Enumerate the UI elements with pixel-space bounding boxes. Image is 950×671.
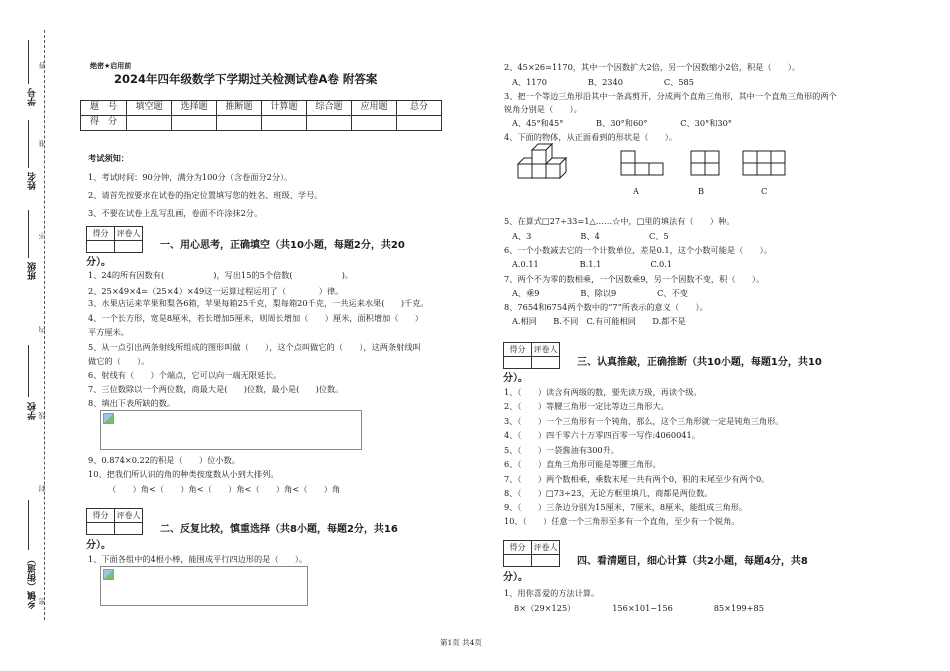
- cut-mark: 准: [38, 140, 46, 147]
- cut-mark: 答: [38, 62, 46, 69]
- score-input-cell[interactable]: [217, 116, 262, 131]
- grader-box: [86, 508, 143, 535]
- view-b-figure: [690, 150, 722, 176]
- question-line: 8、7654和6754两个数中的“7”所表示的意义（ ）。: [504, 302, 708, 312]
- school-blank[interactable]: [28, 345, 29, 397]
- class-label: 班级: [28, 262, 38, 280]
- section-heading-tail: 分）。: [503, 572, 528, 583]
- cubes-figure: [512, 142, 582, 186]
- notice-item: 2、请首先按要求在试卷的指定位置填写您的姓名、班级、学号。: [88, 190, 323, 200]
- score-header-cell: 应用题: [352, 101, 397, 116]
- score-header-cell: 选择题: [172, 101, 217, 116]
- question-line: 7、三位数除以一个两位数，商最大是( )位数，最小是( )位数。: [88, 384, 344, 394]
- score-header-cell: 填空题: [127, 101, 172, 116]
- options-line: A、1170 B、2340 C、585: [512, 77, 694, 87]
- score-input-cell[interactable]: [262, 116, 307, 131]
- grader-reviewer-cell[interactable]: [532, 555, 560, 567]
- section-heading-tail: 分）。: [503, 373, 528, 384]
- notice-title: 考试须知：: [88, 153, 129, 163]
- options-line: A、45°和45° B、30°和60° C、30°和30°: [512, 118, 732, 128]
- question-line: 2、25×49×4=（25×4）×49这一运算过程运用了（ ）律。: [88, 286, 344, 296]
- score-row-label: 得 分: [81, 116, 127, 131]
- grader-reviewer-cell[interactable]: [115, 523, 143, 535]
- broken-image-icon: [103, 569, 114, 580]
- view-a-figure: [620, 150, 666, 176]
- judgement-line: 6、（ ）直角三角形可能是等腰三角形。: [504, 459, 661, 469]
- view-option-label: B: [698, 186, 705, 196]
- student-id-blank[interactable]: [28, 40, 29, 84]
- township-blank[interactable]: [28, 500, 29, 550]
- grader-reviewer-label: 评卷人: [532, 343, 560, 357]
- question-line: 做它的（ ）。: [88, 356, 150, 366]
- sticks-image: [100, 566, 308, 606]
- score-header-cell: 题 号: [81, 101, 127, 116]
- question-line: 平方厘米。: [88, 327, 129, 337]
- section-heading: 四、看清题目，细心计算（共2小题，每题4分，共8: [577, 556, 808, 567]
- judgement-line: 3、（ ）一个三角形有一个钝角，那么，这个三角形就一定是钝角三角形。: [504, 416, 784, 426]
- view-option-label: A: [633, 186, 639, 196]
- score-header-cell: 总分: [397, 101, 442, 116]
- judgement-line: 2、（ ）等腰三角形一定比等边三角形大。: [504, 401, 669, 411]
- question-line: 1、下面各组中的4根小棒，能围成平行四边形的是（ ）。: [88, 554, 308, 564]
- cut-mark: 不: [38, 232, 46, 239]
- score-table-score-row: [81, 116, 442, 131]
- notice-item: 1、考试时间：90分钟，满分为100分（含卷面分2分）。: [88, 172, 293, 182]
- notice-item: 3、不要在试卷上乱写乱画，卷面不许涂抹2分。: [88, 208, 263, 218]
- calc-line: 8×（29×125） 156×101−156 85×199+85: [514, 603, 764, 613]
- grader-score-cell[interactable]: [504, 357, 532, 369]
- grader-box: [86, 226, 143, 253]
- options-line: A、乘9 B、除以9 C、不变: [512, 288, 688, 298]
- question-line: 5、在算式□27÷33=1△……☆中，□里的填法有（ ）种。: [504, 216, 735, 226]
- question-line: 8、填出下表所缺的数。: [88, 398, 176, 408]
- view-option-label: C: [761, 186, 768, 196]
- question-line: 5、从一点引出两条射线所组成的图形叫做（ ），这个点叫做它的（ ），这两条射线叫: [88, 342, 421, 352]
- grader-box: [503, 540, 560, 567]
- score-header-cell: 推断题: [217, 101, 262, 116]
- grader-reviewer-label: 评卷人: [532, 541, 560, 555]
- score-table: [80, 100, 442, 131]
- score-input-cell[interactable]: [307, 116, 352, 131]
- score-header-cell: 计算题: [262, 101, 307, 116]
- grader-reviewer-cell[interactable]: [532, 357, 560, 369]
- judgement-line: 10、（ ）任意一个三角形至多有一个直角，至少有一个锐角。: [504, 516, 740, 526]
- question-line: 7、两个不为零的数相乘，一个因数乘9，另一个因数不变，积（ ）。: [504, 274, 765, 284]
- question-line: 6、一个小数减去它的一个计数单位，差是0.1，这个小数可能是（ ）。: [504, 245, 772, 255]
- name-blank[interactable]: [28, 120, 29, 168]
- question-line: 1、用你喜爱的方法计算。: [504, 588, 600, 598]
- grader-score-label: 得分: [504, 541, 532, 555]
- question-line: 锐角分别是（ ）。: [504, 104, 582, 114]
- judgement-line: 1、（ ）读含有两级的数，要先读万级，再读个级。: [504, 387, 702, 397]
- question-line: 1、24的所有因数有( )，写出15的5个倍数( )。: [88, 270, 354, 280]
- section-heading-tail: 分）。: [86, 540, 111, 551]
- broken-image-icon: [103, 413, 114, 424]
- secret-mark: 绝密★启用前: [90, 62, 132, 70]
- question-line: 4、一个长方形，宽是8厘米，若长增加5厘米，则周长增加（ ）厘米，面积增加（ ）: [88, 313, 423, 323]
- binding-margin: [0, 0, 60, 671]
- options-line: A.相同 B.不同 C.有可能相同 D.都不是: [512, 316, 686, 326]
- township-label: 乡镇（街道）: [28, 555, 38, 609]
- grader-score-label: 得分: [87, 227, 115, 241]
- grader-score-cell[interactable]: [504, 555, 532, 567]
- grader-score-cell[interactable]: [87, 523, 115, 535]
- cut-mark: 线: [38, 412, 46, 419]
- options-line: A.0.11 B.1.1 C.0.1: [512, 259, 673, 269]
- score-input-cell[interactable]: [397, 116, 442, 131]
- cut-mark: 密: [38, 598, 46, 605]
- score-header-cell: 综合题: [307, 101, 352, 116]
- grader-box: [503, 342, 560, 369]
- grader-score-cell[interactable]: [87, 241, 115, 253]
- question-line: 3、水果店运来苹果和梨各6箱，苹果每箱25千克，梨每箱20千克，一共运来水果( )千克。: [88, 298, 429, 308]
- grader-reviewer-label: 评卷人: [115, 227, 143, 241]
- grader-score-label: 得分: [504, 343, 532, 357]
- grader-reviewer-label: 评卷人: [115, 509, 143, 523]
- score-input-cell[interactable]: [352, 116, 397, 131]
- score-input-cell[interactable]: [127, 116, 172, 131]
- judgement-line: 4、（ ）四千零六十万零四百零一写作:4060041。: [504, 430, 700, 440]
- judgement-line: 8、（ ）□73÷23，无论方框里填几，商都是两位数。: [504, 488, 713, 498]
- section-heading: 一、用心思考，正确填空（共10小题，每题2分，共20: [160, 240, 405, 251]
- score-table-header-row: [81, 101, 442, 116]
- question-line: 9、0.874×0.22的积是（ ）位小数。: [88, 455, 240, 465]
- view-c-figure: [742, 150, 788, 176]
- cut-mark: 封: [38, 485, 46, 492]
- judgement-line: 5、（ ）一袋酱油有300升。: [504, 445, 619, 455]
- score-input-cell[interactable]: [172, 116, 217, 131]
- options-line: A、3 B、4 C、5: [512, 231, 669, 241]
- question-line: 4、下面的物体，从正面看到的形状是（ ）。: [504, 132, 678, 142]
- cut-mark: 内: [38, 326, 46, 333]
- class-blank[interactable]: [28, 210, 29, 258]
- name-label: 姓名: [28, 172, 38, 190]
- cut-line: [44, 30, 45, 620]
- missing-table-image: [100, 410, 362, 450]
- judgement-line: 7、（ ）两个数相乘，乘数末尾一共有两个0，积的末尾至少有两个0。: [504, 474, 770, 484]
- school-label: 学校: [28, 402, 38, 420]
- page-footer: 第1页 共4页: [440, 638, 482, 647]
- question-line: 3、把一个等边三角形沿其中一条高剪开，分成两个直角三角形，其中一个直角三角形的两个: [504, 91, 837, 101]
- grader-reviewer-cell[interactable]: [115, 241, 143, 253]
- question-line: 2、45×26=1170，其中一个因数扩大2倍，另一个因数缩小2倍，积是（ ）。: [504, 62, 801, 72]
- student-id-label: 学号: [28, 88, 38, 106]
- question-line: 10、把我们所认识的角的种类按度数从小到大排列。: [88, 469, 279, 479]
- grader-score-label: 得分: [87, 509, 115, 523]
- page-title: 2024年四年级数学下学期过关检测试卷A卷 附答案: [114, 72, 378, 86]
- judgement-line: 9、（ ）三条边分别为15厘米，7厘米，8厘米，能组成三角形。: [504, 502, 748, 512]
- question-line: （ ）角<（ ）角<（ ）角<（ ）角<（ ）角: [108, 484, 341, 494]
- section-heading: 二、反复比较，慎重选择（共8小题，每题2分，共16: [160, 524, 398, 535]
- section-heading-tail: 分）。: [86, 257, 111, 268]
- question-line: 6、射线有（ ）个端点，它可以向一端无限延长。: [88, 370, 282, 380]
- section-heading: 三、认真推敲，正确推断（共10小题，每题1分，共10: [577, 357, 822, 368]
